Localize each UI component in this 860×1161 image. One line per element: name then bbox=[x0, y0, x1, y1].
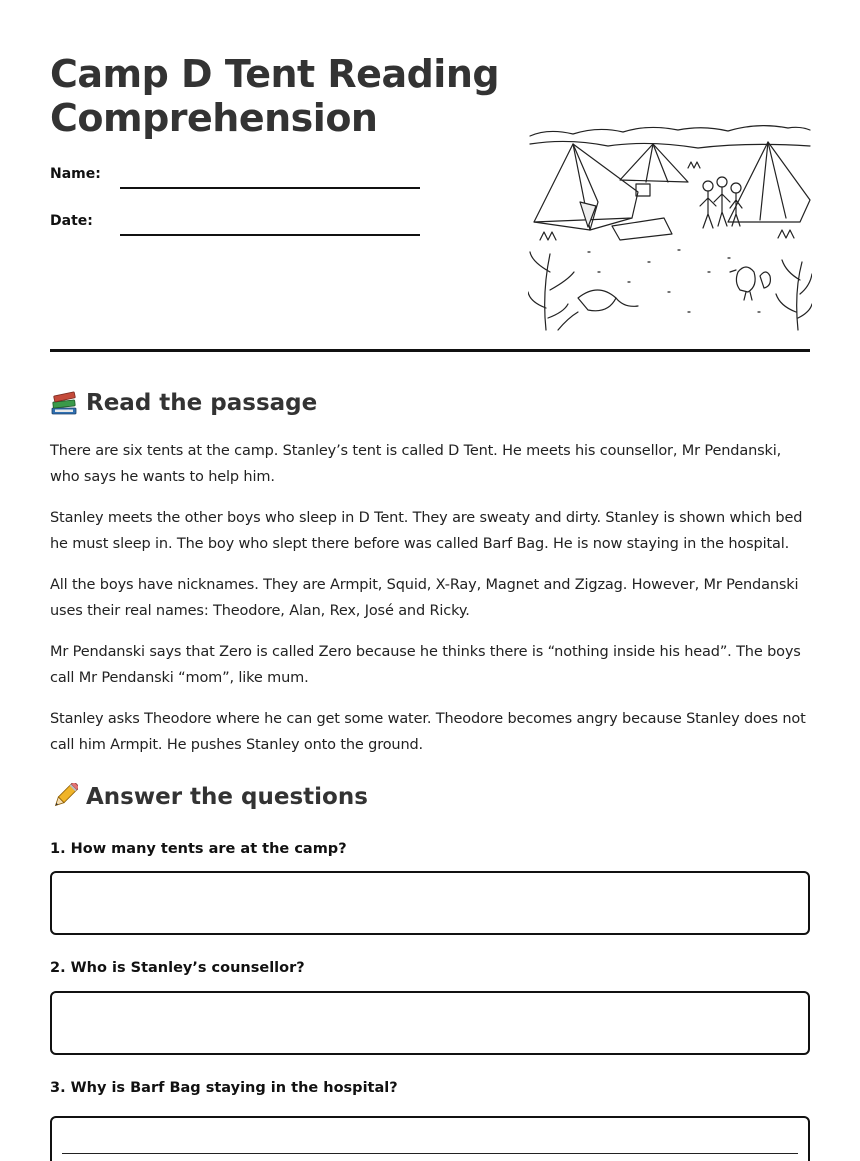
question-3: 3. Why is Barf Bag staying in the hospital? bbox=[50, 1080, 398, 1096]
title-line-1: Camp D Tent Reading bbox=[50, 52, 500, 96]
camp-tents-illustration bbox=[528, 122, 812, 332]
title-line-2: Comprehension bbox=[50, 96, 378, 140]
page-title bbox=[50, 52, 520, 140]
answer-box-2[interactable] bbox=[50, 991, 810, 1055]
books-icon bbox=[50, 390, 78, 416]
read-heading-text: Read the passage bbox=[86, 390, 318, 416]
reading-passage bbox=[50, 438, 815, 773]
date-label: Date: bbox=[50, 213, 93, 229]
read-section-heading bbox=[50, 387, 317, 419]
passage-paragraph: All the boys have nicknames. They are Armpit, Squid, X-Ray, Magnet and Zigzag. However, Mr Pendanski uses their real names: Theodore, Alan, Rex, José and Ricky. bbox=[50, 577, 799, 619]
answer-writing-line bbox=[62, 1153, 798, 1154]
pencil-icon bbox=[50, 783, 78, 811]
header-divider bbox=[50, 349, 810, 352]
name-field[interactable] bbox=[120, 187, 420, 189]
date-field[interactable] bbox=[120, 234, 420, 236]
name-label: Name: bbox=[50, 166, 101, 182]
answer-section-heading bbox=[50, 781, 368, 813]
answer-box-1[interactable] bbox=[50, 871, 810, 935]
answer-box-3[interactable] bbox=[50, 1116, 810, 1161]
answer-heading-text: Answer the questions bbox=[86, 784, 368, 810]
question-1: 1. How many tents are at the camp? bbox=[50, 841, 347, 857]
worksheet-header bbox=[50, 52, 810, 352]
passage-paragraph: There are six tents at the camp. Stanley’s tent is called D Tent. He meets his counsellor, Mr Pendanski, who says he wants to help him. bbox=[50, 443, 782, 485]
passage-paragraph: Mr Pendanski says that Zero is called Zero because he thinks there is “nothing inside his head”. The boys call Mr Pendanski “mom”, like mum. bbox=[50, 644, 801, 686]
question-2: 2. Who is Stanley’s counsellor? bbox=[50, 960, 305, 976]
passage-paragraph: Stanley meets the other boys who sleep in D Tent. They are sweaty and dirty. Stanley is shown which bed he must sleep in. The boy who slept there before was called Barf Bag. He is now staying in the hospital. bbox=[50, 510, 803, 552]
passage-paragraph: Stanley asks Theodore where he can get some water. Theodore becomes angry because Stanley does not call him Armpit. He pushes Stanley onto the ground. bbox=[50, 711, 806, 753]
